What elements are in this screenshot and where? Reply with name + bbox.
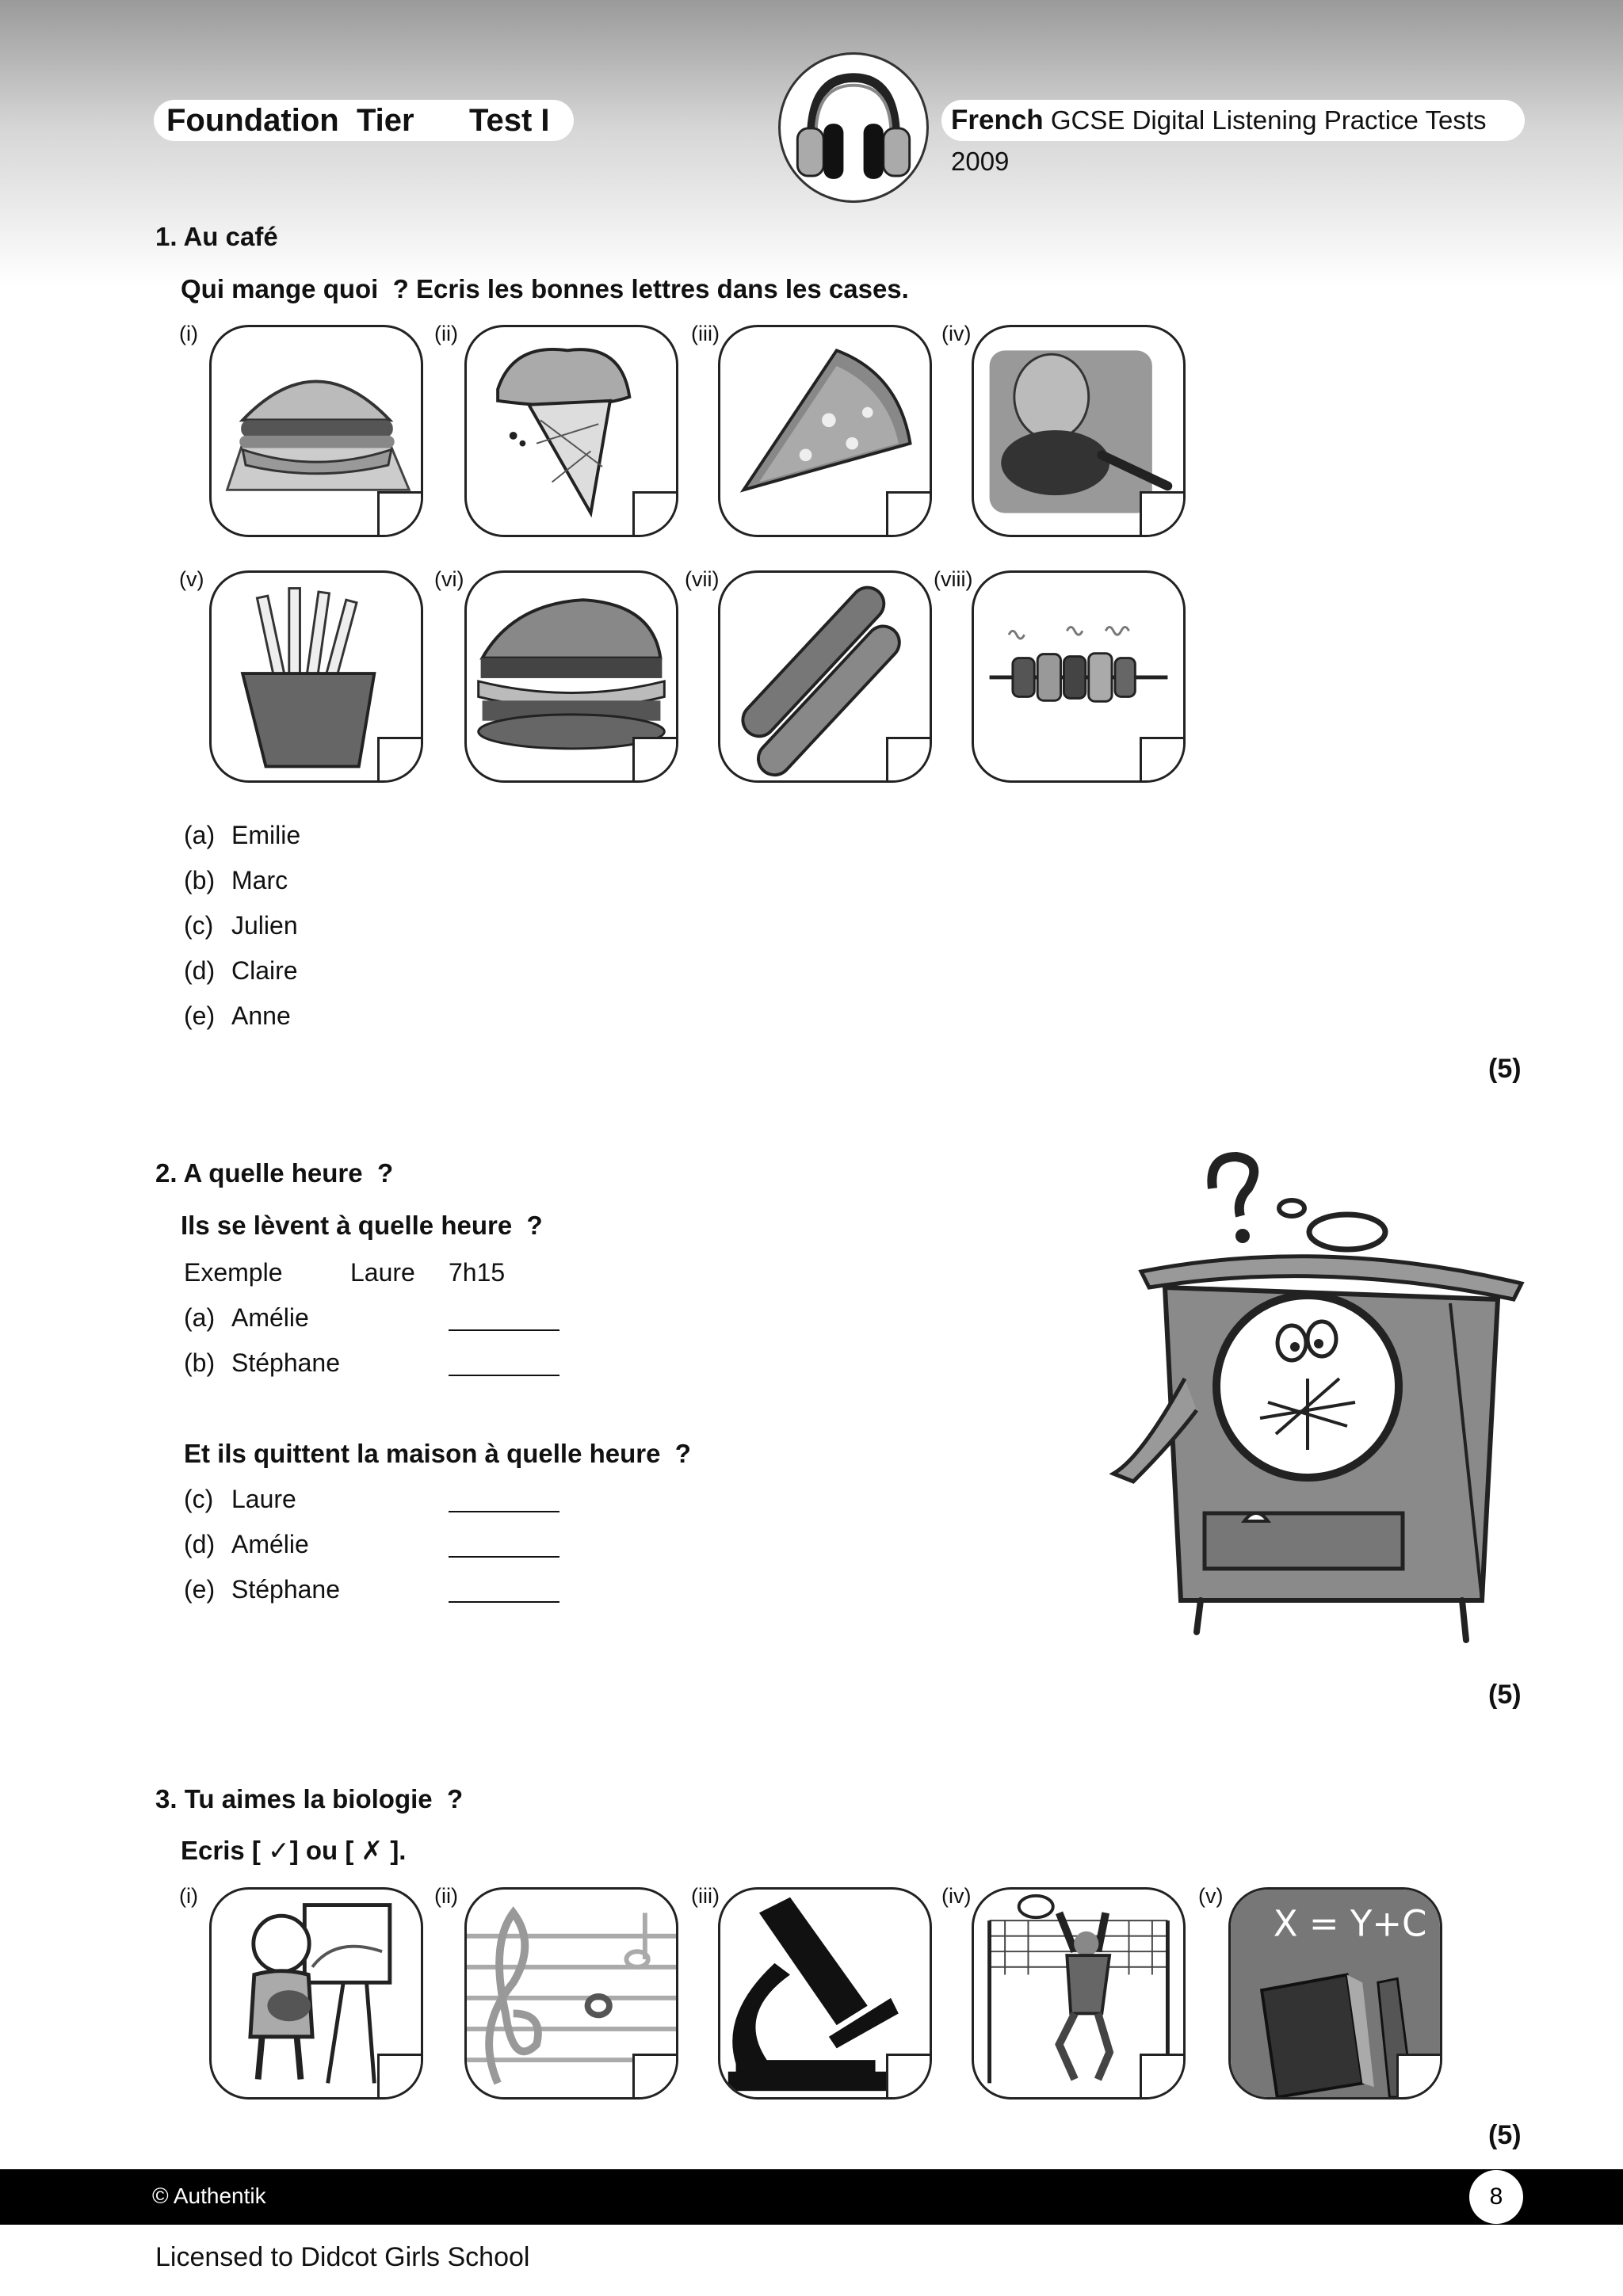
q1-person-name-e: Anne — [231, 1001, 291, 1030]
q2-answer-line-e[interactable] — [449, 1601, 559, 1603]
q3-card-maths — [1228, 1887, 1442, 2100]
q2-answer-line-c[interactable] — [449, 1511, 559, 1512]
q1-answer-box-2[interactable] — [632, 491, 678, 537]
q3-card-music — [464, 1887, 678, 2100]
q3-image-label-2: (ii) — [434, 1884, 458, 1908]
q2-name-b: Stéphane — [231, 1348, 341, 1377]
q1-person-name-a: Emilie — [231, 821, 301, 849]
q1-answer-box-6[interactable] — [632, 737, 678, 783]
q2-name-e: Stéphane — [231, 1575, 341, 1604]
q3-answer-box-2[interactable] — [632, 2054, 678, 2100]
q2-letter-e: (e) — [184, 1575, 216, 1604]
q2-example-time: 7h15 — [449, 1258, 506, 1287]
headphones-icon — [781, 55, 926, 200]
q3-marks: (5) — [1488, 2120, 1522, 2150]
page-number: 8 — [1469, 2170, 1523, 2224]
q1-answer-box-8[interactable] — [1140, 737, 1186, 783]
q3-instruction: Ecris [ ✓] ou [ ✗ ]. — [181, 1836, 407, 1865]
q2-instruction-1: Ils se lèvent à quelle heure ? — [181, 1211, 543, 1240]
footer-bar — [0, 2169, 1623, 2225]
q2-instruction-2: Et ils quittent la maison à quelle heure ? — [184, 1439, 691, 1468]
copyright: © Authentik — [152, 2183, 266, 2208]
q1-card-kebab — [972, 570, 1186, 783]
series-title — [941, 100, 1525, 176]
q2-name-d: Amélie — [231, 1530, 309, 1558]
headphones-logo — [778, 52, 929, 203]
q1-image-label-6: (vi) — [434, 567, 464, 591]
q1-person-letter-a: (a) — [184, 821, 216, 849]
q1-answer-box-5[interactable] — [377, 737, 423, 783]
q1-marks: (5) — [1488, 1054, 1522, 1084]
q1-person-letter-d: (d) — [184, 956, 216, 985]
q1-card-ice-cream — [464, 325, 678, 537]
q1-card-sandwich — [464, 570, 678, 783]
q2-example-label: Exemple — [184, 1258, 283, 1287]
q1-person-letter-e: (e) — [184, 1001, 216, 1030]
q1-card-pizza — [718, 325, 932, 537]
q1-card-sausages — [718, 570, 932, 783]
q2-letter-c: (c) — [184, 1485, 214, 1513]
test-number: Test I — [469, 103, 550, 138]
q1-title: 1. Au café — [155, 222, 278, 251]
q2-letter-a: (a) — [184, 1303, 216, 1332]
q1-person-letter-b: (b) — [184, 866, 216, 894]
q2-answer-line-b[interactable] — [449, 1375, 559, 1376]
confused-clock-illustration — [1109, 1141, 1537, 1656]
q1-answer-box-3[interactable] — [886, 491, 932, 537]
q1-person-name-d: Claire — [231, 956, 298, 985]
q1-image-label-5: (v) — [179, 567, 204, 591]
q3-card-microscope — [718, 1887, 932, 2100]
q3-answer-box-1[interactable] — [377, 2054, 423, 2100]
series-text: GCSE Digital Listening Practice Tests 2009 — [951, 105, 1487, 176]
tier-label — [154, 100, 574, 141]
q2-marks: (5) — [1488, 1680, 1522, 1710]
q1-answer-box-4[interactable] — [1140, 491, 1186, 537]
q3-image-label-1: (i) — [179, 1884, 198, 1908]
q1-card-fries — [209, 570, 423, 783]
q2-title: 2. A quelle heure ? — [155, 1158, 394, 1188]
q1-image-label-3: (iii) — [691, 322, 720, 345]
q3-card-art — [209, 1887, 423, 2100]
q2-example-name: Laure — [350, 1258, 415, 1287]
q1-answer-box-7[interactable] — [886, 737, 932, 783]
q1-person-name-b: Marc — [231, 866, 288, 894]
q1-image-label-1: (i) — [179, 322, 198, 345]
q1-card-burger — [209, 325, 423, 537]
q1-answer-box-1[interactable] — [377, 491, 423, 537]
q1-image-label-8: (viii) — [934, 567, 973, 591]
q1-image-label-4: (iv) — [941, 322, 972, 345]
licence-notice: Licensed to Didcot Girls School — [155, 2242, 530, 2272]
q3-title: 3. Tu aimes la biologie ? — [155, 1784, 464, 1814]
q2-letter-b: (b) — [184, 1348, 216, 1377]
tier-text: Foundation Tier — [166, 103, 414, 138]
q2-answer-line-d[interactable] — [449, 1556, 559, 1558]
q2-letter-d: (d) — [184, 1530, 216, 1558]
q3-image-label-4: (iv) — [941, 1884, 972, 1908]
board-equation: X = Y+C — [1273, 1902, 1427, 1945]
q3-image-label-3: (iii) — [691, 1884, 720, 1908]
q2-answer-line-a[interactable] — [449, 1329, 559, 1331]
q1-image-label-7: (vii) — [685, 567, 720, 591]
q1-instruction: Qui mange quoi ? Ecris les bonnes lettres dans les cases. — [181, 274, 909, 303]
q1-image-label-2: (ii) — [434, 322, 458, 345]
q3-image-label-5: (v) — [1198, 1884, 1224, 1908]
q3-answer-box-5[interactable] — [1396, 2054, 1442, 2100]
brand-text: French — [951, 105, 1044, 135]
q3-card-volleyball — [972, 1887, 1186, 2100]
q1-person-name-c: Julien — [231, 911, 298, 940]
q3-answer-box-3[interactable] — [886, 2054, 932, 2100]
q1-person-letter-c: (c) — [184, 911, 214, 940]
q1-card-frying-pan — [972, 325, 1186, 537]
q2-name-a: Amélie — [231, 1303, 309, 1332]
q3-answer-box-4[interactable] — [1140, 2054, 1186, 2100]
q2-name-c: Laure — [231, 1485, 296, 1513]
